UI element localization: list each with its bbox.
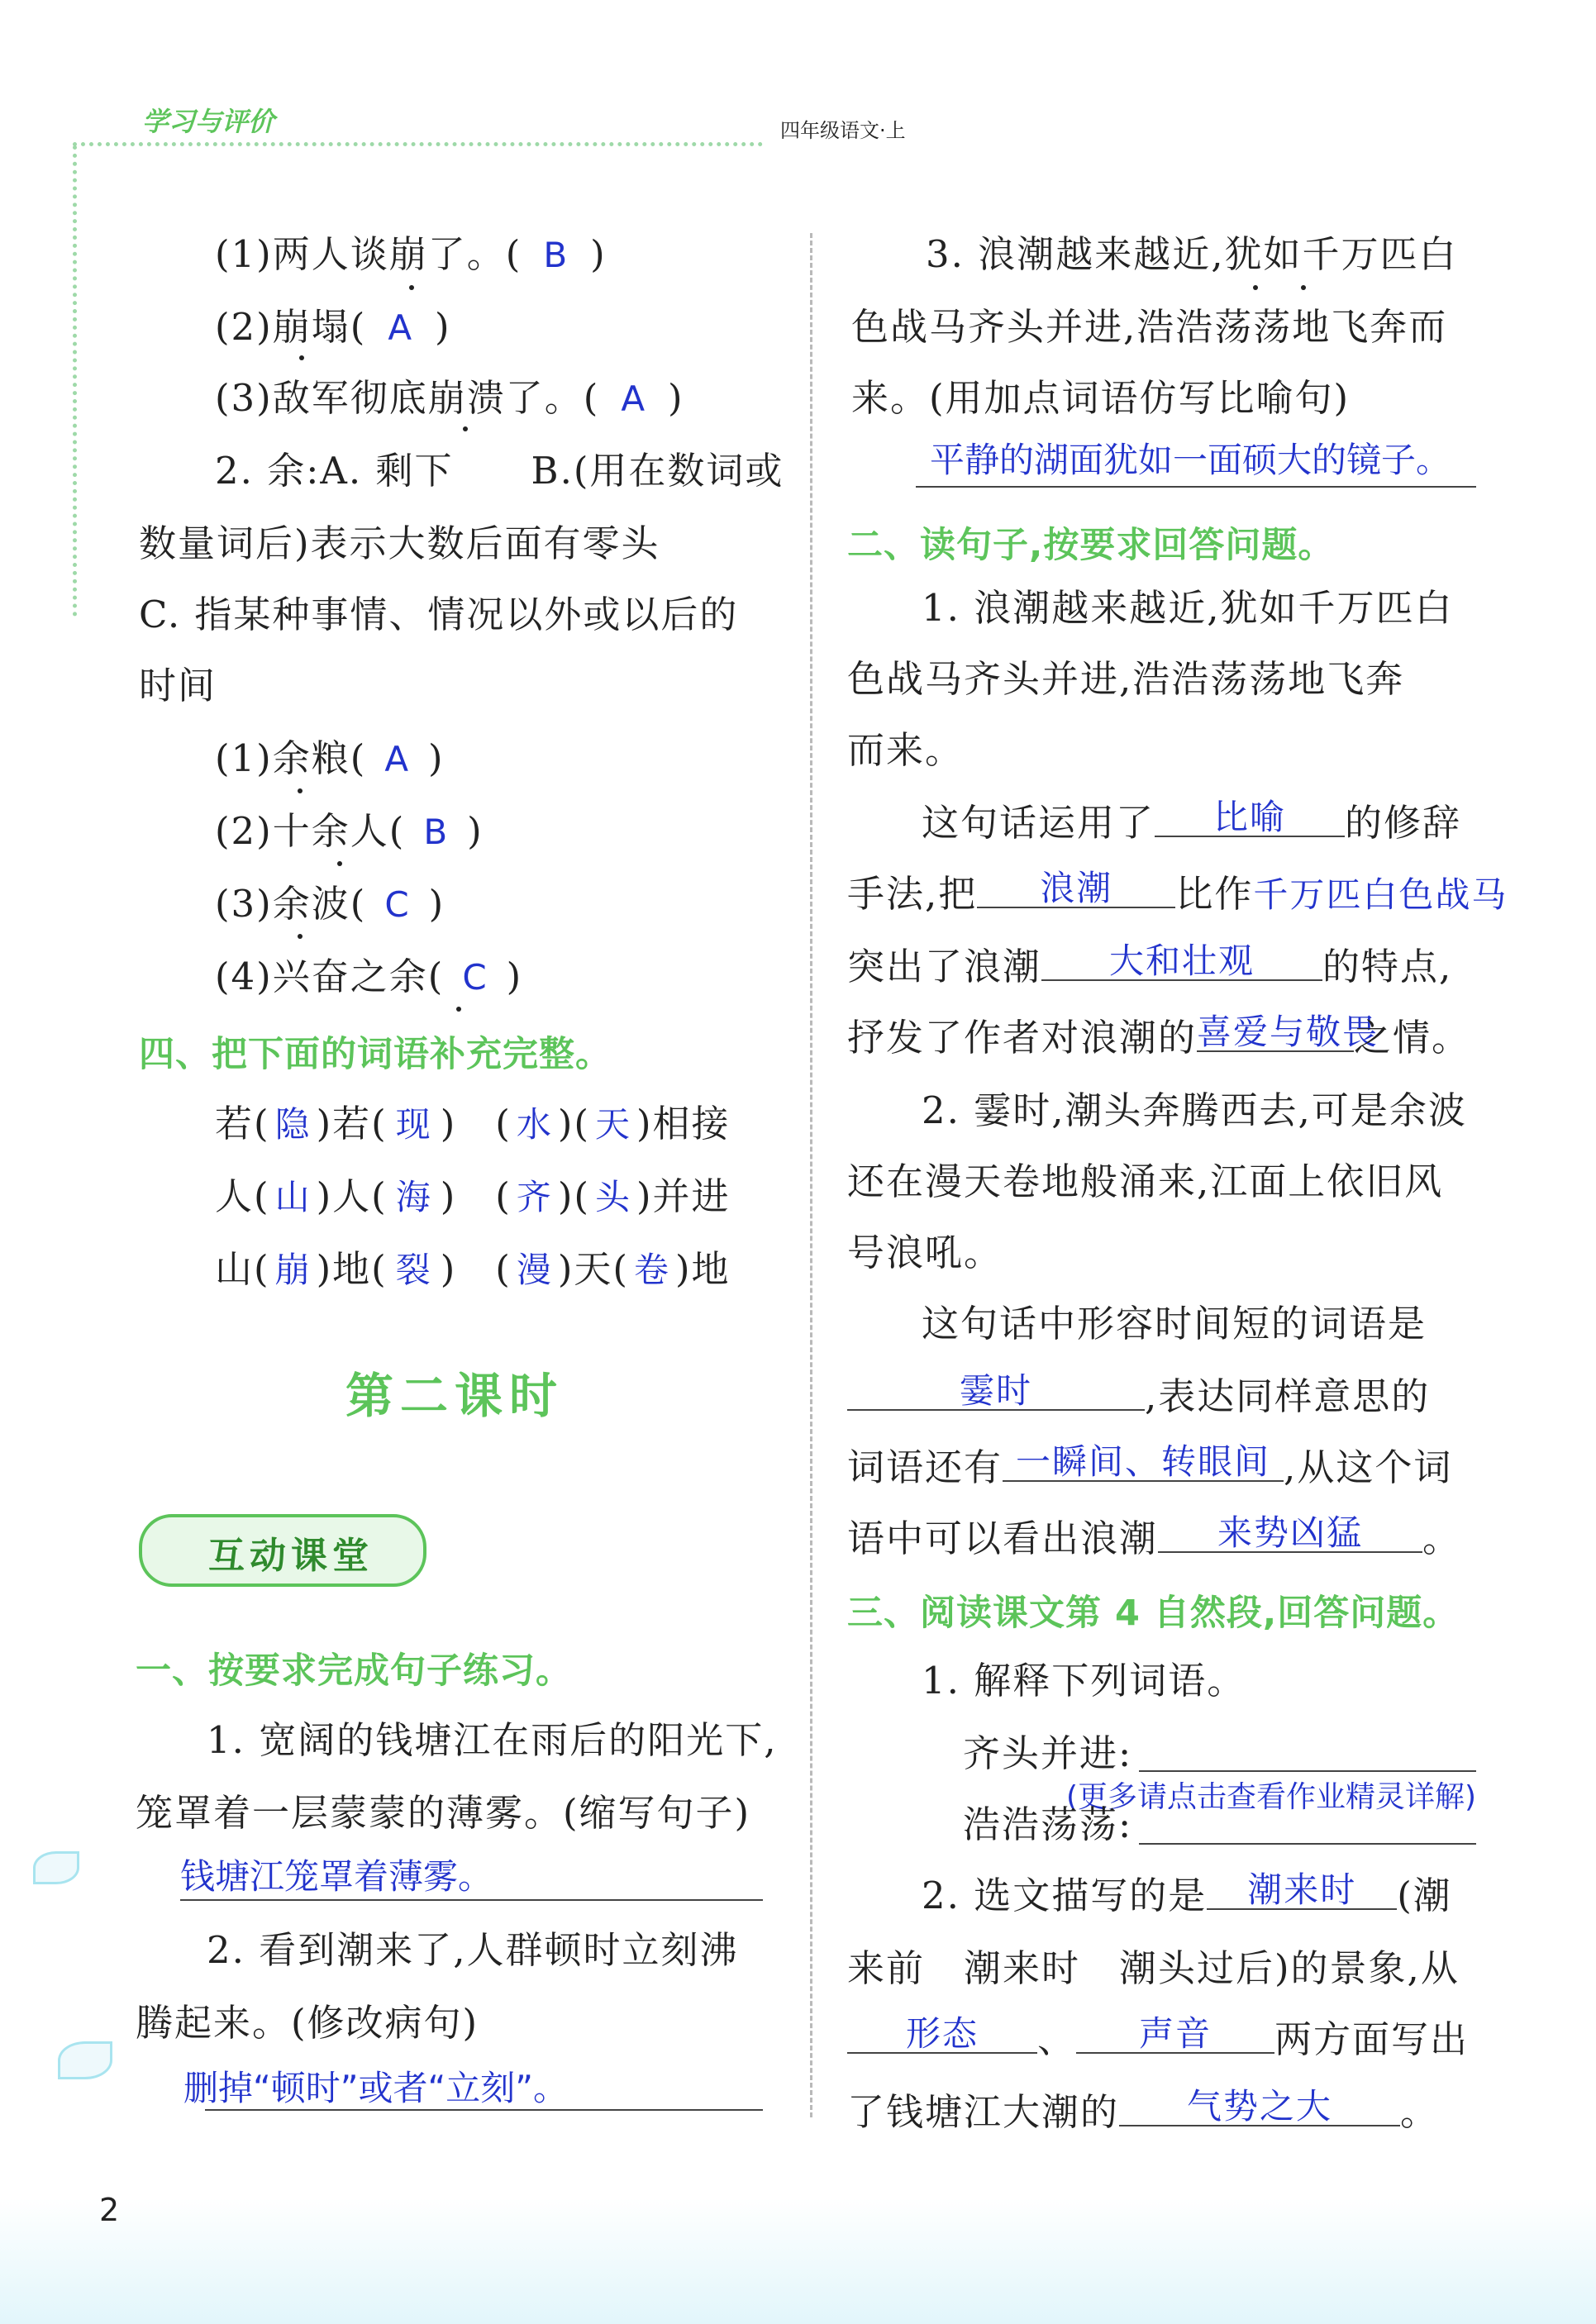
leaf-decoration <box>33 1851 79 1884</box>
s2-q2-line-1: 2. 霎时,潮头奔腾西去,可是余波 <box>922 1088 1467 1132</box>
s1-q2-line-1: 2. 看到潮来了,人群顿时立刻沸 <box>207 1928 739 1972</box>
s3-q1-word-1: 齐头并进: <box>963 1731 1133 1775</box>
s2-q2-fill-line-2: 霎时 ,表达同样意思的 <box>847 1372 1430 1422</box>
q2-item-2: (2)十余人( B ) <box>215 809 484 853</box>
s1-q2-answer: 删掉“顿时”或者“立刻”。 <box>183 2068 569 2108</box>
q3-line-3: 来。(用加点词语仿写比喻句) <box>851 376 1351 420</box>
s2-q1-line-3: 而来。 <box>847 728 965 772</box>
q3-line-1: 3. 浪潮越来越近,犹如千万匹白 <box>926 232 1458 276</box>
q2-line-3: C. 指某种事情、情况以外或以后的 <box>139 593 739 636</box>
s3-q1-word-2: 浩浩荡荡: <box>963 1803 1133 1846</box>
s2-q1-line-2: 色战马齐头并进,浩浩荡荡地飞奔 <box>847 657 1405 701</box>
s2-q1-fill-line-2: 手法,把 浪潮 比作千万匹白色战马 <box>847 868 1508 916</box>
s2-q1-fill-line-3: 突出了浪潮 大和壮观 的特点, <box>847 941 1453 988</box>
s2-q1-fill-line-1: 这句话运用了 比喻 的修辞 <box>922 797 1462 845</box>
lesson-title: 第二课时 <box>345 1368 565 1424</box>
left-margin-decoration <box>73 145 77 617</box>
leaf-decoration <box>58 2041 112 2079</box>
header-right-title: 四年级语文·上 <box>780 119 906 142</box>
s2-q2-line-3: 号浪吼。 <box>847 1231 1003 1274</box>
q2-line-1: 2. 余:A. 剩下 B.(用在数词或 <box>215 449 784 493</box>
header-left-title: 学习与评价 <box>142 106 275 137</box>
s2-q2-fill-line-1: 这句话中形容时间短的词语是 <box>922 1302 1427 1345</box>
s3-q2-line-1: 2. 选文描写的是 潮来时 (潮 <box>922 1869 1452 1917</box>
s3-q1-word-2-line <box>1139 1843 1476 1845</box>
s3-q2-line-2: 来前 潮来时 潮头过后)的景象,从 <box>847 1946 1460 1990</box>
section-2-title: 二、读句子,按要求回答问题。 <box>847 525 1335 566</box>
s2-q1-fill-line-4: 抒发了作者对浪潮的喜爱与敬畏之情。 <box>847 1012 1471 1060</box>
s2-q1-line-1: 1. 浪潮越来越近,犹如千万匹白 <box>922 586 1454 630</box>
q2-line-4: 时间 <box>139 664 217 707</box>
column-divider <box>810 233 812 2117</box>
section-3-title: 三、阅读课文第 4 自然段,回答问题。 <box>847 1593 1460 1634</box>
idiom-row-1: 若( 隐 )若( 现 ) ( 水 )( 天 )相接 <box>215 1102 731 1145</box>
s1-q2-line-2: 腾起来。(修改病句) <box>136 2001 479 2045</box>
s1-q1-line-2: 笼罩着一层蒙蒙的薄雾。(缩写句子) <box>136 1791 751 1835</box>
page-number: 2 <box>99 2192 120 2228</box>
s3-q2-line-3: 形态 、 声音 两方面写出 <box>847 2015 1469 2064</box>
q2-line-2: 数量词后)表示大数后面有零头 <box>139 521 660 565</box>
footer-band <box>0 2198 1596 2324</box>
q2-item-4: (4)兴奋之余( C ) <box>215 955 523 998</box>
s2-q2-fill-line-4: 语中可以看出浪潮 来势凶猛 。 <box>847 1512 1462 1560</box>
s2-q2-line-2: 还在漫天卷地般涌来,江面上依旧风 <box>847 1160 1444 1203</box>
more-details-link[interactable]: (更多请点击查看作业精灵详解) <box>1066 1780 1477 1814</box>
badge-label: 互动课堂 <box>208 1535 374 1577</box>
s3-q1-title: 1. 解释下列词语。 <box>922 1659 1246 1703</box>
s3-q1-word-1-line <box>1139 1770 1476 1772</box>
s1-q1-answer: 钱塘江笼罩着薄雾。 <box>180 1856 493 1897</box>
q1-item-1: (1)两人谈崩了。( B ) <box>215 232 607 276</box>
idiom-row-3: 山( 崩 )地( 裂 ) ( 漫 )天( 卷 )地 <box>215 1247 731 1291</box>
section-1-title: 一、按要求完成句子练习。 <box>136 1650 572 1692</box>
q2-item-3: (3)余波( C ) <box>215 882 445 926</box>
q1-item-2: (2)崩塌( A ) <box>215 305 451 349</box>
header-divider <box>73 142 763 146</box>
q3-answer-line <box>916 486 1476 488</box>
idiom-row-2: 人( 山 )人( 海 ) ( 齐 )( 头 )并进 <box>215 1174 731 1218</box>
q2-item-1: (1)余粮( A ) <box>215 736 445 780</box>
q1-item-3: (3)敌军彻底崩溃了。( A ) <box>215 376 684 420</box>
s2-q2-fill-line-3: 词语还有 一瞬间、转眼间 ,从这个词 <box>847 1441 1453 1489</box>
s1-q1-line-1: 1. 宽阔的钱塘江在雨后的阳光下, <box>207 1718 778 1762</box>
section-4-title: 四、把下面的词语补充完整。 <box>139 1034 612 1075</box>
q3-line-2: 色战马齐头并进,浩浩荡荡地飞奔而 <box>851 305 1448 349</box>
s1-q1-answer-line <box>180 1899 763 1901</box>
q3-answer: 平静的湖面犹如一面硕大的镜子。 <box>930 440 1451 480</box>
s3-q2-line-4: 了钱塘江大潮的 气势之大 。 <box>847 2086 1440 2134</box>
s1-q2-answer-line <box>205 2109 763 2111</box>
